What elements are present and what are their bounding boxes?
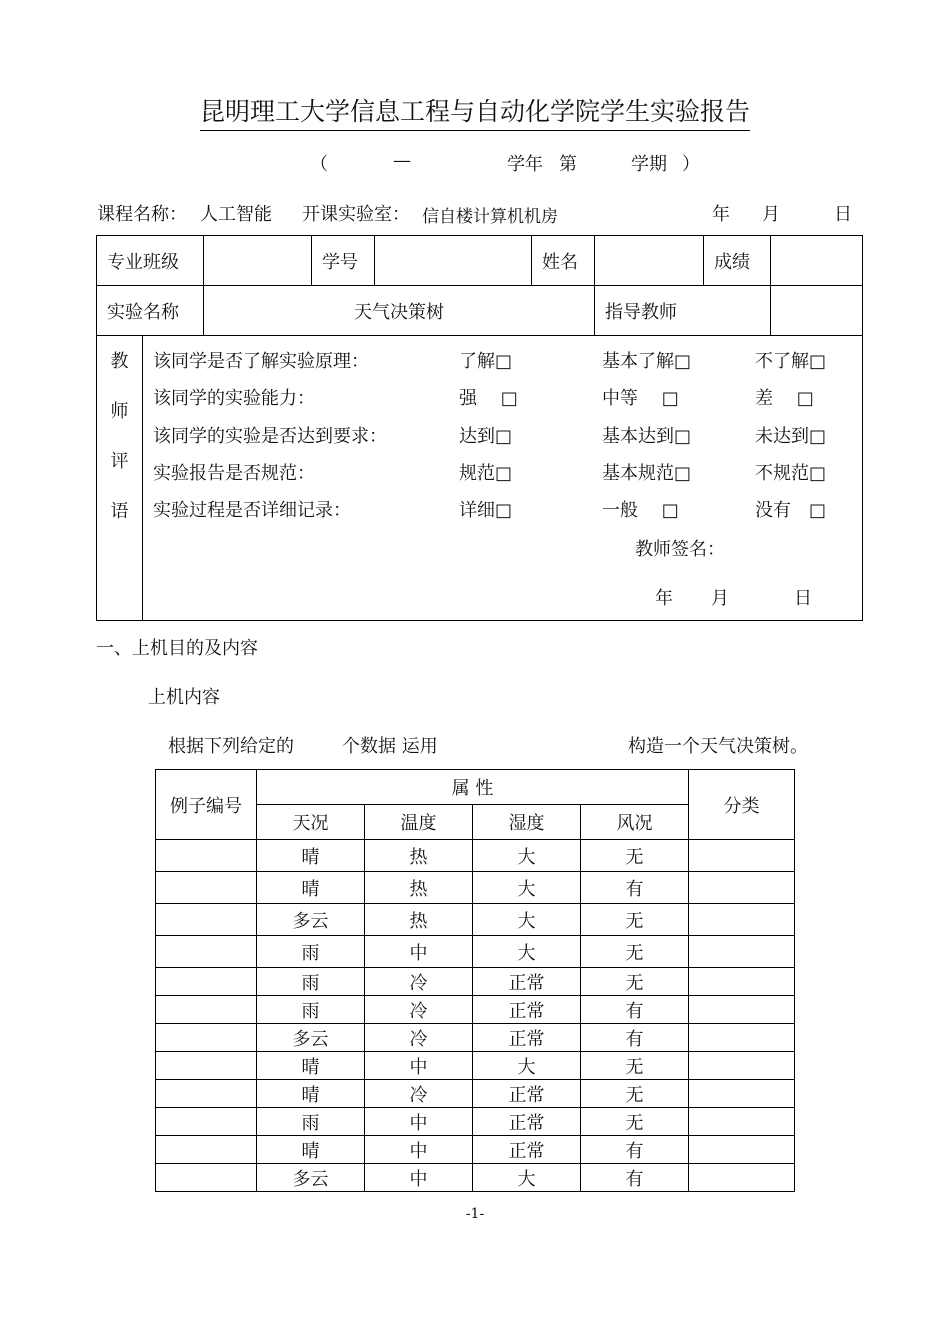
section-desc-c: 构造一个天气决策树。 — [628, 736, 808, 757]
info-table — [96, 235, 863, 336]
cell-temperature: 冷 — [365, 996, 473, 1024]
review-option-c[interactable]: 差 □ — [755, 388, 814, 409]
section-desc-a: 根据下列给定的 — [168, 736, 294, 757]
term-year-label: 学年 — [507, 154, 543, 175]
cell-humidity: 大 — [473, 1164, 581, 1192]
cell-humidity: 大 — [473, 904, 581, 936]
cell-wind: 无 — [581, 968, 689, 996]
table-row — [156, 904, 795, 936]
cell-wind: 有 — [581, 996, 689, 1024]
cell-humidity: 大 — [473, 1052, 581, 1080]
col-header-id: 例子编号 — [156, 770, 257, 840]
cell-temperature: 热 — [365, 904, 473, 936]
table-row — [156, 1080, 795, 1108]
cell-temperature: 冷 — [365, 968, 473, 996]
section-desc-b: 个数据 运用 — [342, 736, 438, 757]
id-label: 学号 — [312, 236, 375, 286]
teacher-signature-label: 教师签名： — [635, 539, 725, 560]
name-value-cell[interactable] — [595, 236, 704, 286]
review-question: 该同学的实验能力： — [153, 388, 315, 409]
cell-id[interactable] — [156, 1136, 257, 1164]
table-row — [156, 1108, 795, 1136]
table-row — [156, 840, 795, 872]
cell-id[interactable] — [156, 968, 257, 996]
teacher-value-cell[interactable] — [771, 286, 863, 336]
review-side-column — [97, 335, 143, 620]
cell-temperature: 冷 — [365, 1080, 473, 1108]
score-label: 成绩 — [704, 236, 771, 286]
cell-class[interactable] — [689, 904, 795, 936]
cell-temperature: 中 — [365, 1108, 473, 1136]
cell-outlook: 晴 — [257, 1052, 365, 1080]
class-label: 专业班级 — [97, 236, 204, 286]
cell-wind: 有 — [581, 1164, 689, 1192]
table-row — [156, 968, 795, 996]
review-option-a[interactable]: 达到□ — [459, 426, 513, 447]
table-row — [156, 1052, 795, 1080]
table-row — [156, 1136, 795, 1164]
review-year: 年 — [655, 588, 673, 609]
term-dash: — — [393, 150, 411, 171]
review-month: 月 — [711, 588, 729, 609]
cell-class[interactable] — [689, 1080, 795, 1108]
review-option-c[interactable]: 未达到□ — [755, 426, 827, 447]
cell-temperature: 中 — [365, 1136, 473, 1164]
cell-class[interactable] — [689, 968, 795, 996]
attr-header: 属 性 — [257, 770, 689, 805]
cell-humidity: 大 — [473, 872, 581, 904]
cell-id[interactable] — [156, 872, 257, 904]
table-row — [156, 1164, 795, 1192]
cell-class[interactable] — [689, 996, 795, 1024]
weather-data-table — [155, 769, 795, 1192]
section-heading: 一、上机目的及内容 — [96, 638, 258, 659]
cell-outlook: 雨 — [257, 936, 365, 968]
cell-temperature: 中 — [365, 1164, 473, 1192]
cell-wind: 无 — [581, 1080, 689, 1108]
cell-temperature: 中 — [365, 936, 473, 968]
review-option-b[interactable]: 中等 □ — [602, 388, 679, 409]
cell-outlook: 晴 — [257, 872, 365, 904]
cell-outlook: 雨 — [257, 968, 365, 996]
review-option-b[interactable]: 基本规范□ — [602, 463, 692, 484]
cell-wind: 无 — [581, 904, 689, 936]
col-header-outlook: 天况 — [257, 805, 365, 840]
cell-temperature: 中 — [365, 1052, 473, 1080]
lab-label: 开课实验室： — [302, 204, 410, 225]
cell-outlook: 多云 — [257, 1024, 365, 1052]
review-option-a[interactable]: 详细□ — [459, 500, 513, 521]
term-di: 第 — [559, 154, 577, 175]
cell-outlook: 多云 — [257, 904, 365, 936]
section-sub-heading: 上机内容 — [148, 687, 220, 708]
review-option-b[interactable]: 一般 □ — [602, 500, 679, 521]
cell-class[interactable] — [689, 1136, 795, 1164]
cell-outlook: 多云 — [257, 1164, 365, 1192]
class-value-cell[interactable] — [204, 236, 312, 286]
exp-name-label: 实验名称 — [97, 286, 204, 336]
cell-humidity: 大 — [473, 840, 581, 872]
cell-humidity: 正常 — [473, 1108, 581, 1136]
cell-wind: 无 — [581, 1052, 689, 1080]
cell-id[interactable] — [156, 1052, 257, 1080]
col-header-class: 分类 — [689, 770, 795, 840]
cell-humidity: 正常 — [473, 1136, 581, 1164]
table-row — [156, 936, 795, 968]
cell-wind: 有 — [581, 872, 689, 904]
cell-outlook: 雨 — [257, 996, 365, 1024]
cell-humidity: 正常 — [473, 1080, 581, 1108]
review-question: 实验过程是否详细记录： — [153, 500, 351, 521]
course-month: 月 — [762, 204, 780, 225]
cell-outlook: 晴 — [257, 1080, 365, 1108]
score-value-cell[interactable] — [771, 236, 863, 286]
review-option-a[interactable]: 规范□ — [459, 463, 513, 484]
cell-humidity: 大 — [473, 936, 581, 968]
cell-id[interactable] — [156, 996, 257, 1024]
review-side-char: 师 — [110, 401, 129, 422]
cell-temperature: 热 — [365, 840, 473, 872]
cell-class[interactable] — [689, 1164, 795, 1192]
cell-outlook: 晴 — [257, 840, 365, 872]
col-header-humidity: 湿度 — [473, 805, 581, 840]
cell-wind: 无 — [581, 936, 689, 968]
cell-class[interactable] — [689, 936, 795, 968]
cell-humidity: 正常 — [473, 996, 581, 1024]
data-table-body — [156, 840, 795, 1192]
cell-id[interactable] — [156, 936, 257, 968]
teacher-label: 指导教师 — [595, 286, 771, 336]
page-title: 昆明理工大学信息工程与自动化学院学生实验报告 — [0, 92, 950, 131]
course-year: 年 — [712, 204, 730, 225]
id-value-cell[interactable] — [375, 236, 532, 286]
name-label: 姓名 — [532, 236, 595, 286]
course-value: 人工智能 — [200, 204, 272, 225]
course-day: 日 — [834, 204, 852, 225]
cell-wind: 无 — [581, 1108, 689, 1136]
cell-humidity: 正常 — [473, 968, 581, 996]
review-day: 日 — [794, 588, 812, 609]
cell-class[interactable] — [689, 1108, 795, 1136]
cell-wind: 有 — [581, 1024, 689, 1052]
page-number: -1- — [465, 1206, 485, 1222]
review-option-b[interactable]: 基本达到□ — [602, 426, 692, 447]
cell-wind: 无 — [581, 840, 689, 872]
cell-id[interactable] — [156, 840, 257, 872]
review-option-c[interactable]: 没有 □ — [755, 500, 827, 521]
review-question: 该同学的实验是否达到要求： — [153, 426, 387, 447]
review-question: 实验报告是否规范： — [153, 463, 315, 484]
review-option-b[interactable]: 基本了解□ — [602, 351, 692, 372]
cell-id[interactable] — [156, 904, 257, 936]
review-option-c[interactable]: 不规范□ — [755, 463, 827, 484]
cell-outlook: 雨 — [257, 1108, 365, 1136]
cell-humidity: 正常 — [473, 1024, 581, 1052]
cell-wind: 有 — [581, 1136, 689, 1164]
review-side-char: 语 — [110, 501, 129, 522]
cell-id[interactable] — [156, 1080, 257, 1108]
cell-class[interactable] — [689, 872, 795, 904]
cell-class[interactable] — [689, 1052, 795, 1080]
review-option-a[interactable]: 了解□ — [459, 351, 513, 372]
term-close-paren: ） — [682, 154, 700, 175]
table-row — [156, 1024, 795, 1052]
cell-class[interactable] — [689, 1024, 795, 1052]
review-option-a[interactable]: 强 □ — [459, 388, 518, 409]
cell-temperature: 热 — [365, 872, 473, 904]
cell-id[interactable] — [156, 1164, 257, 1192]
table-row — [156, 872, 795, 904]
col-header-wind: 风况 — [581, 805, 689, 840]
cell-class[interactable] — [689, 840, 795, 872]
teacher-review-box — [96, 335, 863, 621]
cell-id[interactable] — [156, 1108, 257, 1136]
review-side-char: 评 — [110, 451, 129, 472]
review-question: 该同学是否了解实验原理： — [153, 351, 369, 372]
lab-value: 信自楼计算机机房 — [422, 207, 558, 227]
cell-temperature: 冷 — [365, 1024, 473, 1052]
col-header-temperature: 温度 — [365, 805, 473, 840]
course-label: 课程名称： — [97, 204, 187, 225]
exp-name-value: 天气决策树 — [204, 286, 595, 336]
cell-id[interactable] — [156, 1024, 257, 1052]
review-side-char: 教 — [110, 351, 129, 372]
table-row — [156, 996, 795, 1024]
cell-outlook: 晴 — [257, 1136, 365, 1164]
term-open-paren: （ — [310, 154, 328, 175]
term-label: 学期 — [631, 154, 667, 175]
review-option-c[interactable]: 不了解□ — [755, 351, 827, 372]
